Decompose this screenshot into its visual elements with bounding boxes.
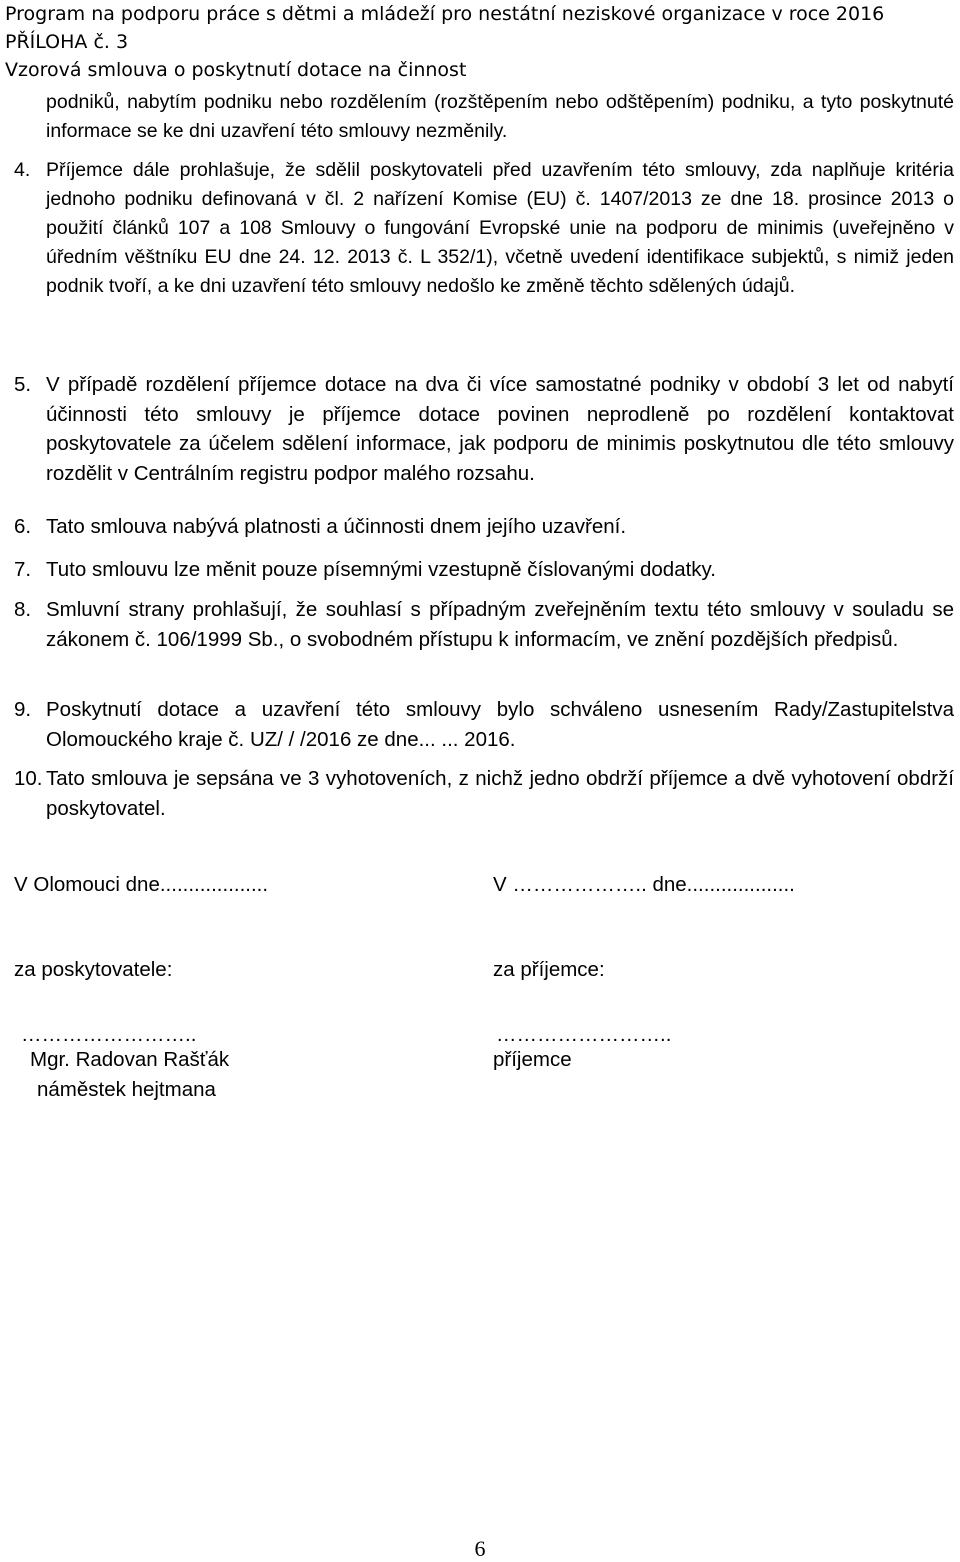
signature-line-left: …………………….. (21, 1023, 197, 1046)
clause-9 (14, 695, 954, 754)
header-program-title: Program na podporu práce s dětmi a mládeží pro nestátní neziskové organizace v roce 2016 (5, 3, 885, 25)
clause-5 (14, 370, 954, 488)
signature-line-right: …………………….. (496, 1023, 672, 1046)
clause-number: 7. (14, 558, 32, 581)
clause-text: Poskytnutí dotace a uzavření této smlouvy bylo schváleno usnesením Rady/Zastupitelstva Olomouckého kraje č. UZ/ / /2016 ze dne... ... 2016. (46, 698, 954, 751)
signatory-name: Mgr. Radovan Rašťák (30, 1048, 230, 1071)
page-header (5, 0, 955, 84)
signature-for-provider: za poskytovatele: (14, 958, 173, 981)
clause-10 (14, 764, 954, 823)
continuation-paragraph: podniků, nabytím podniku nebo rozdělením (rozštěpením nebo odštěpením) podniku, a tyto poskytnuté informace se ke dni uzavření této smlouvy nezměnily. (46, 91, 954, 142)
clause-text: V případě rozdělení příjemce dotace na dva či více samostatné podniky v období 3 let od nabytí účinnosti této smlouvy je příjemce dotace povinen neprodleně po rozdělení kontaktovat poskytovatele za účelem sdělení informace, jak podporu de minimis poskytnutou dle této smlouvy rozdělit v Centrálním registru podpor malého rozsahu. (46, 373, 954, 485)
recipient-label: příjemce (493, 1048, 572, 1071)
signature-place-right: V ……………….. dne................... (493, 873, 795, 896)
header-attachment: PŘÍLOHA č. 3 (5, 31, 129, 53)
clause-8 (14, 595, 954, 654)
clause-number: 8. (14, 598, 32, 621)
header-document-title: Vzorová smlouva o poskytnutí dotace na činnost (5, 59, 467, 81)
clause-number: 4. (14, 159, 31, 181)
clause-text: Tato smlouva nabývá platnosti a účinnosti dnem jejího uzavření. (46, 515, 627, 538)
clause-text: Příjemce dále prohlašuje, že sdělil poskytovateli před uzavřením této smlouvy, zda naplňuje kritéria jednoho podniku definovaná v čl. 2 nařízení Komise (EU) č. 1407/2013 ze dne 18. prosince 2013 o použití článků 107 a 108 Smlouvy o fungování Evropské unie na podporu de minimis (uveřejněno v úředním věštníku EU dne 24. 12. 2013 č. L 352/1), včetně uvedení identifikace subjektů, s nimiž jeden podnik tvoří, a ke dni uzavření této smlouvy nedošlo ke změně těchto sdělených údajů. (46, 159, 954, 297)
clause-number: 9. (14, 698, 32, 721)
clause-text: Tuto smlouvu lze měnit pouze písemnými vzestupně číslovanými dodatky. (46, 558, 716, 581)
clause-text: Tato smlouva je sepsána ve 3 vyhotoveních, z nichž jedno obdrží příjemce a dvě vyhotovení obdrží poskytovatel. (46, 767, 954, 820)
signatory-role: náměstek hejtmana (37, 1078, 216, 1101)
clause-number: 6. (14, 515, 32, 538)
signature-place-left: V Olomouci dne................... (14, 873, 269, 896)
signature-for-recipient: za příjemce: (493, 958, 605, 981)
clause-6 (14, 512, 954, 542)
clause-number: 10. (14, 767, 43, 790)
clause-text: Smluvní strany prohlašují, že souhlasí s případným zveřejněním textu této smlouvy v souladu se zákonem č. 106/1999 Sb., o svobodném přístupu k informacím, ve znění pozdějších předpisů. (46, 598, 954, 651)
page-number: 6 (474, 1536, 486, 1561)
clause-number: 5. (14, 373, 32, 396)
clause-4 (14, 156, 954, 301)
clause-7 (14, 555, 954, 585)
